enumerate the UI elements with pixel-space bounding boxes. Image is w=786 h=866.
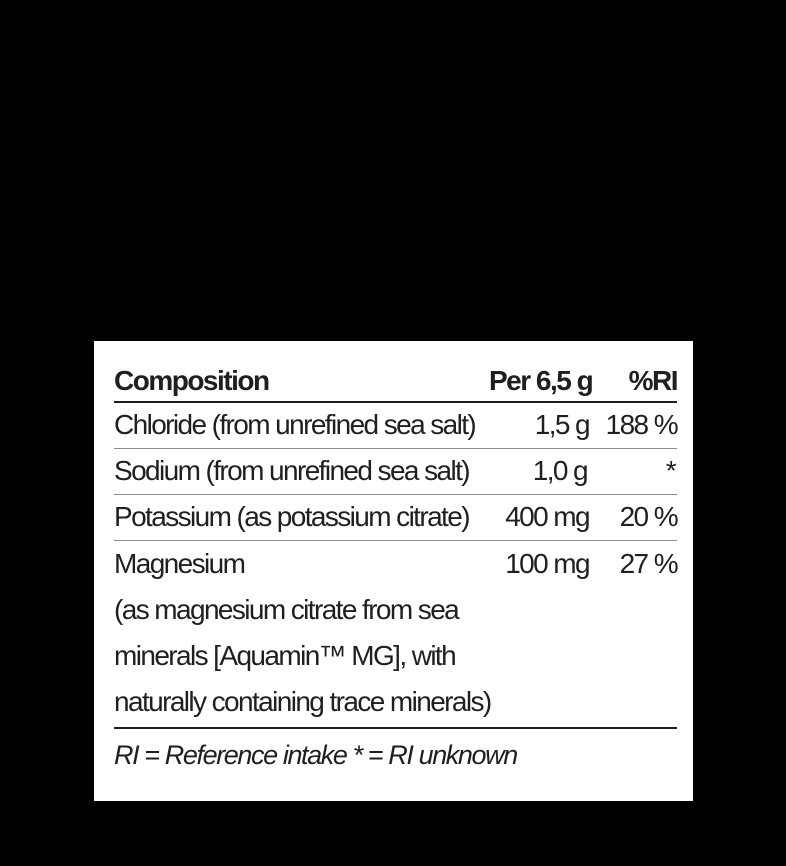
composition-table (114, 359, 677, 775)
row-amount: 400 mg (505, 501, 589, 532)
footnote: RI = Reference intake * = RI unknown (114, 740, 517, 770)
row-name: Chloride (from unrefined sea salt) (114, 409, 476, 440)
header-ri: %RI (628, 365, 677, 396)
row-ri: 20 % (619, 501, 677, 532)
magnesium-note-line: minerals [Aquamin™ MG], with (114, 640, 456, 671)
row-name: Sodium (from unrefined sea salt) (114, 455, 469, 486)
table-header (114, 359, 677, 403)
row-name: Magnesium (114, 548, 245, 579)
table-row (114, 541, 677, 587)
row-ri: 188 % (605, 409, 677, 440)
row-name: Potassium (as potassium citrate) (114, 501, 469, 532)
nutrition-panel (94, 341, 693, 801)
row-ri: * (665, 455, 675, 486)
table-row (114, 495, 677, 541)
row-amount: 1,0 g (532, 455, 587, 486)
magnesium-block (114, 541, 677, 729)
row-amount: 100 mg (505, 548, 589, 579)
row-ri: 27 % (619, 548, 677, 579)
magnesium-note-line: (as magnesium citrate from sea (114, 594, 459, 625)
row-amount: 1,5 g (534, 409, 589, 440)
magnesium-note-line: naturally containing trace minerals) (114, 686, 491, 717)
table-row (114, 403, 677, 449)
table-row (114, 449, 677, 495)
magnesium-note (114, 587, 494, 727)
header-composition: Composition (114, 365, 269, 396)
header-amount: Per 6,5 g (489, 365, 593, 396)
